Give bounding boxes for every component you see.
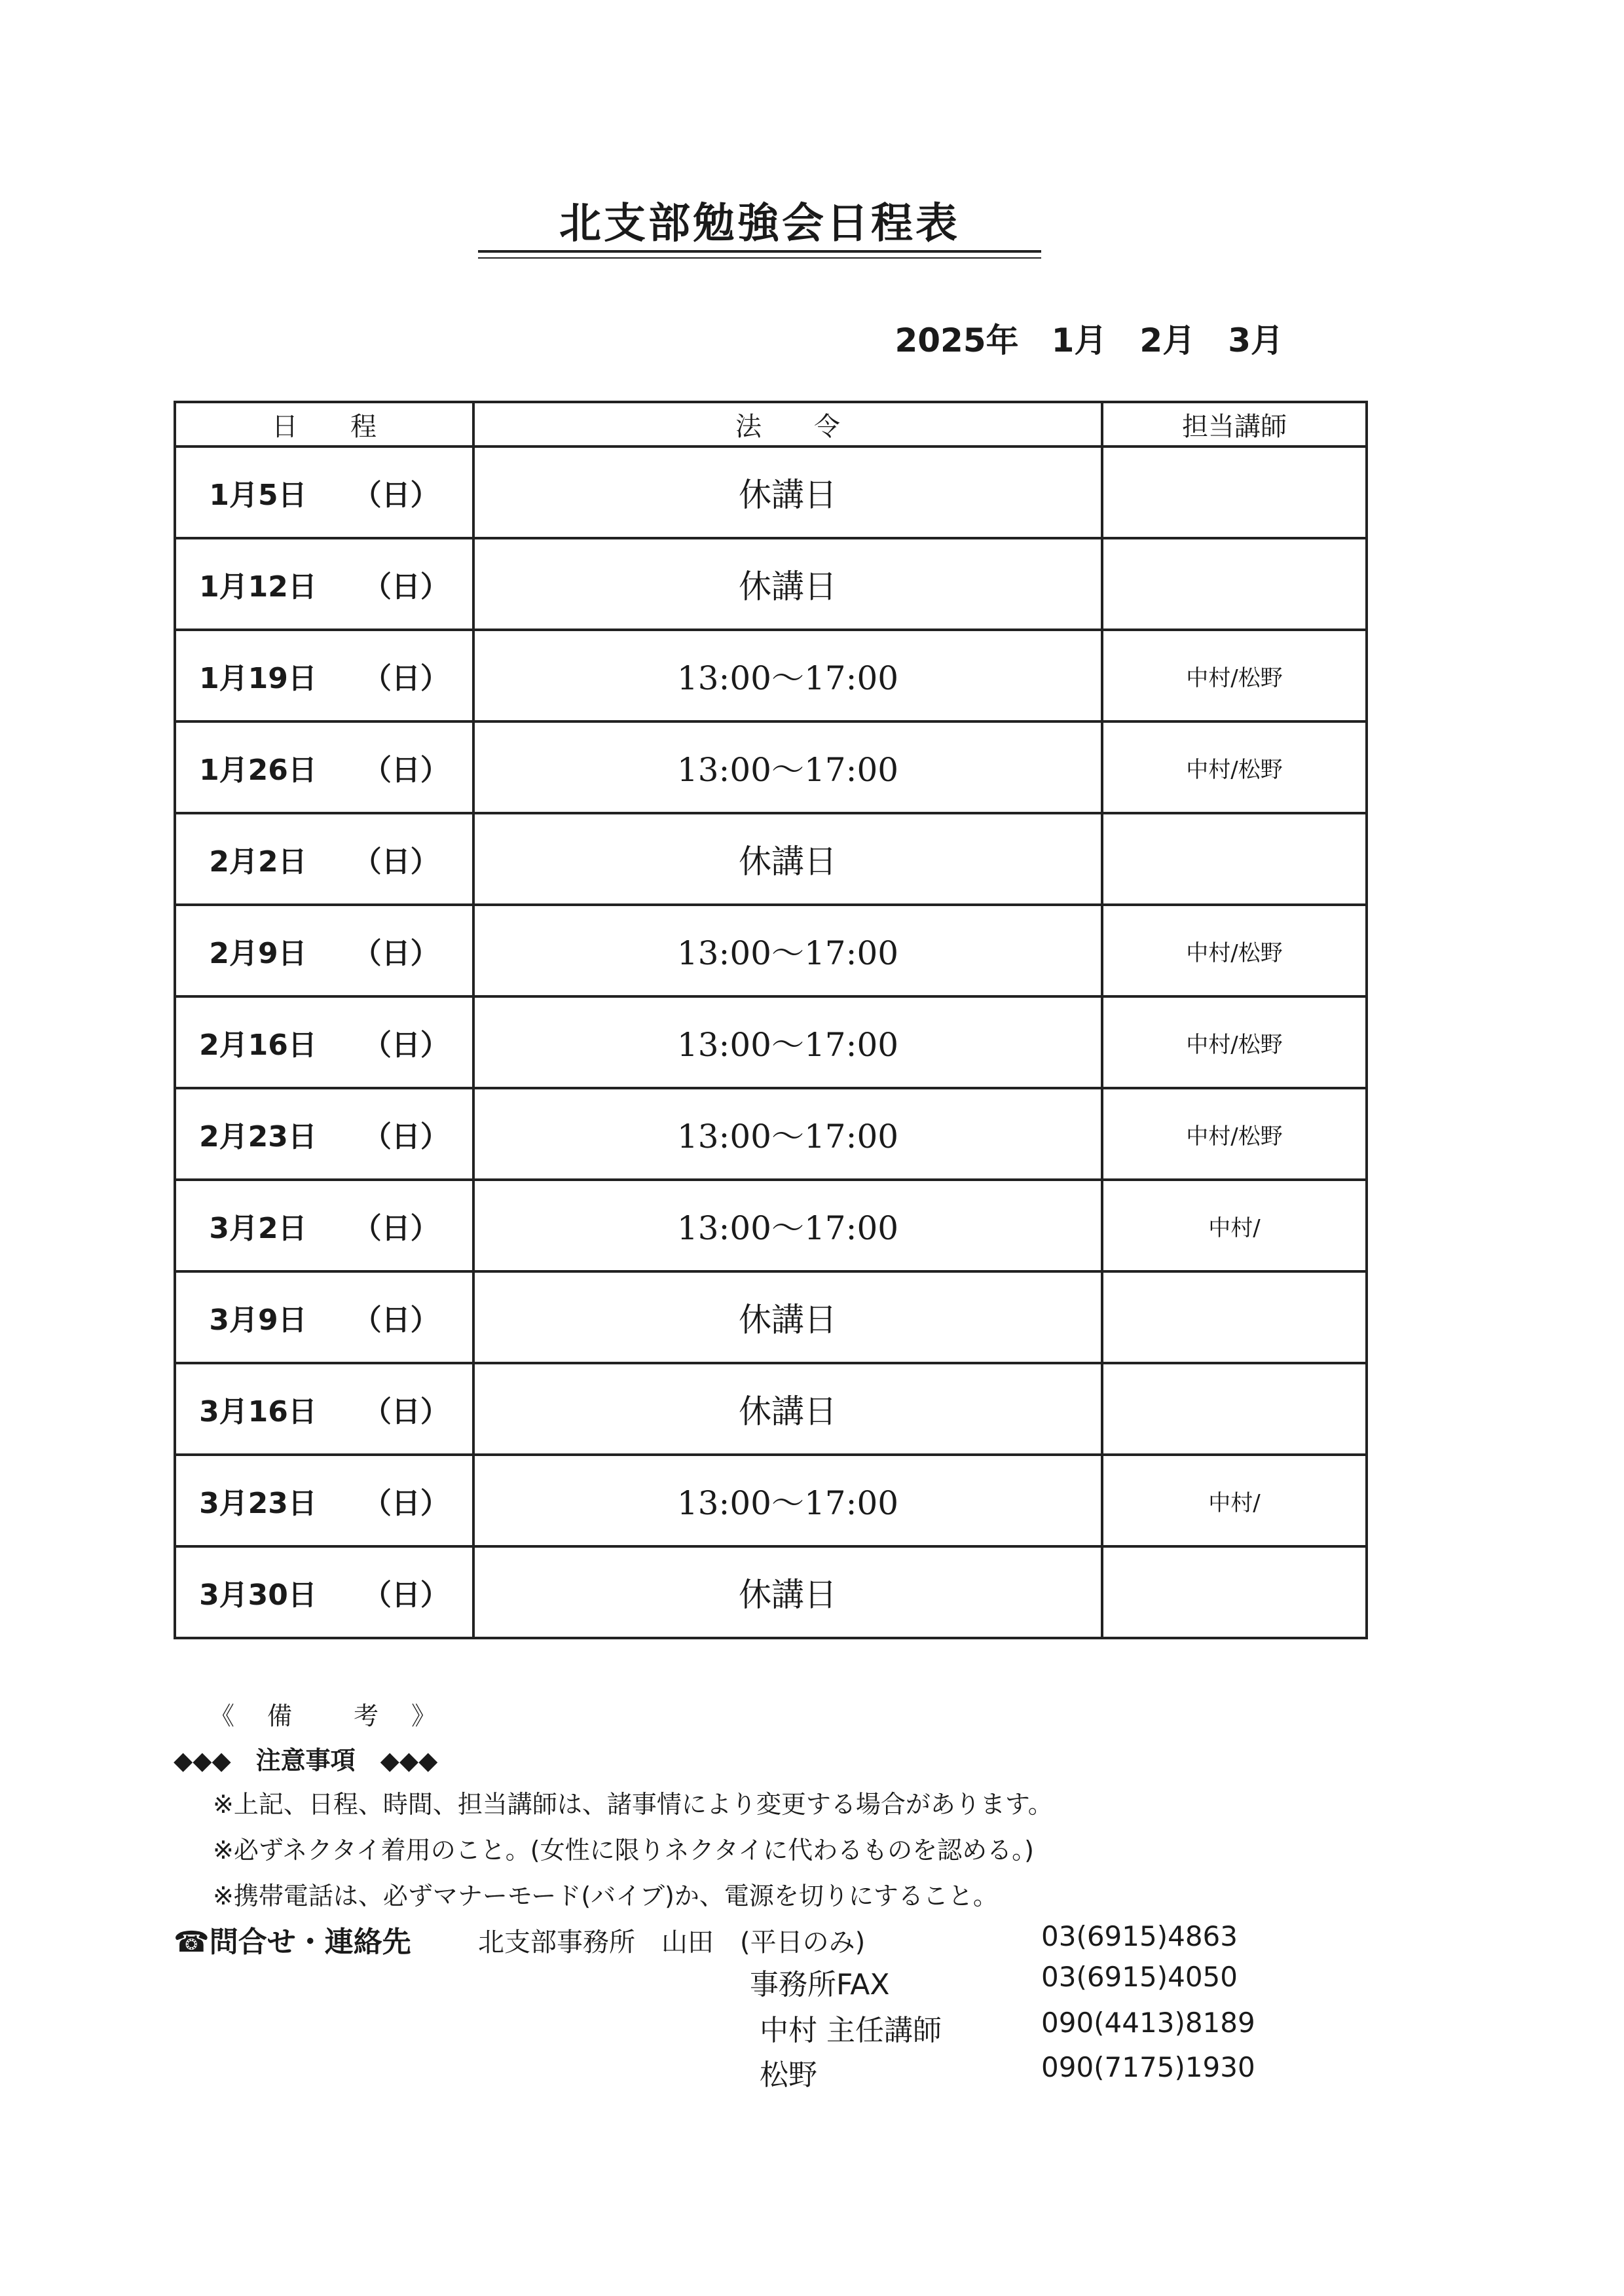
weekday-label: （日） [362,1578,449,1612]
teacher-cell: 中村/松野 [1102,630,1367,721]
date-label: 3月9日 [209,1303,307,1337]
teacher-cell: 中村/ [1102,1455,1367,1546]
date-cell [175,630,473,721]
date-label: 1月26日 [199,754,317,787]
date-cell [175,1088,473,1180]
content-cell: 休講日 [473,1363,1102,1455]
contact-name: 松野 [760,2058,817,2092]
teacher-cell [1102,813,1367,905]
date-cell [175,1363,473,1455]
date-cell [175,1455,473,1546]
teacher-cell: 中村/松野 [1102,1088,1367,1180]
note-item: ※上記、日程、時間、担当講師は、諸事情により変更する場合があります。 [213,1790,1053,1819]
header-teacher: 担当講師 [1102,402,1367,446]
date-cell [175,1180,473,1271]
table-row [175,996,1367,1088]
table-row [175,1455,1367,1546]
table-header-row [175,402,1367,446]
schedule-table [174,401,1368,1639]
weekday-label: （日） [362,754,449,787]
date-label: 3月23日 [199,1487,317,1520]
date-label: 2月16日 [199,1029,317,1062]
content-cell: 13:00～17:00 [473,1455,1102,1546]
contact-number: 090(4413)8189 [1041,2007,1255,2039]
teacher-cell: 中村/松野 [1102,721,1367,813]
weekday-label: （日） [352,937,439,970]
schedule-body [175,446,1367,1638]
date-label: 3月2日 [209,1212,307,1245]
note-item: ※必ずネクタイ着用のこと。(女性に限りネクタイに代わるものを認める。) [213,1836,1034,1865]
table-row [175,1546,1367,1638]
content-cell: 休講日 [473,446,1102,538]
title-underline-thin [478,257,1041,259]
date-label: 1月5日 [209,479,307,512]
date-cell [175,813,473,905]
table-row [175,1271,1367,1363]
date-label: 1月12日 [199,570,317,604]
weekday-label: （日） [362,1487,449,1520]
content-cell: 13:00～17:00 [473,996,1102,1088]
contact-number: 03(6915)4863 [1041,1920,1238,1952]
teacher-cell: 中村/松野 [1102,996,1367,1088]
weekday-label: （日） [362,1395,449,1429]
weekday-label: （日） [352,1212,439,1245]
table-row [175,1088,1367,1180]
contact-number: 03(6915)4050 [1041,1961,1238,1993]
teacher-cell [1102,1546,1367,1638]
date-cell [175,446,473,538]
date-cell [175,905,473,996]
teacher-cell [1102,538,1367,630]
date-cell [175,538,473,630]
date-cell [175,1271,473,1363]
weekday-label: （日） [352,1303,439,1337]
header-content: 法 令 [473,402,1102,446]
content-cell: 休講日 [473,813,1102,905]
date-label: 3月30日 [199,1578,317,1612]
contact-name: 北支部事務所 山田 (平日のみ) [478,1927,866,1958]
teacher-cell [1102,1363,1367,1455]
date-label: 2月23日 [199,1120,317,1154]
contact-name: 事務所FAX [750,1968,890,2001]
table-row [175,1363,1367,1455]
weekday-label: （日） [362,662,449,695]
table-row [175,538,1367,630]
table-row [175,721,1367,813]
contact-number: 090(7175)1930 [1041,2051,1255,2083]
teacher-cell [1102,446,1367,538]
weekday-label: （日） [352,845,439,879]
table-row [175,630,1367,721]
weekday-label: （日） [362,1120,449,1154]
date-cell [175,721,473,813]
title-underline-thick [478,250,1041,253]
date-cell [175,1546,473,1638]
contact-name: 中村 主任講師 [760,2014,942,2047]
date-label: 2月9日 [209,937,307,970]
page-title: 北支部勉強会日程表 [559,200,960,248]
contact-title: ☎問合せ・連絡先 [174,1925,411,1959]
content-cell: 13:00～17:00 [473,905,1102,996]
teacher-cell: 中村/松野 [1102,905,1367,996]
table-row [175,905,1367,996]
header-date: 日 程 [175,402,473,446]
notes-subheading: ◆◆◆ 注意事項 ◆◆◆ [174,1746,438,1775]
weekday-label: （日） [362,570,449,604]
date-cell [175,996,473,1088]
teacher-cell [1102,1271,1367,1363]
schedule-period: 2025年 1月 2月 3月 [895,321,1283,359]
content-cell: 休講日 [473,538,1102,630]
content-cell: 13:00～17:00 [473,1180,1102,1271]
note-item: ※携帯電話は、必ずマナーモード(バイブ)か、電源を切りにすること。 [213,1882,998,1910]
teacher-cell: 中村/ [1102,1180,1367,1271]
table-row [175,446,1367,538]
date-label: 3月16日 [199,1395,317,1429]
date-label: 1月19日 [199,662,317,695]
weekday-label: （日） [362,1029,449,1062]
table-row [175,813,1367,905]
content-cell: 休講日 [473,1271,1102,1363]
content-cell: 休講日 [473,1546,1102,1638]
content-cell: 13:00～17:00 [473,721,1102,813]
notes-heading: 《 備 考 》 [210,1702,441,1730]
table-row [175,1180,1367,1271]
date-label: 2月2日 [209,845,307,879]
weekday-label: （日） [352,479,439,512]
content-cell: 13:00～17:00 [473,1088,1102,1180]
content-cell: 13:00～17:00 [473,630,1102,721]
